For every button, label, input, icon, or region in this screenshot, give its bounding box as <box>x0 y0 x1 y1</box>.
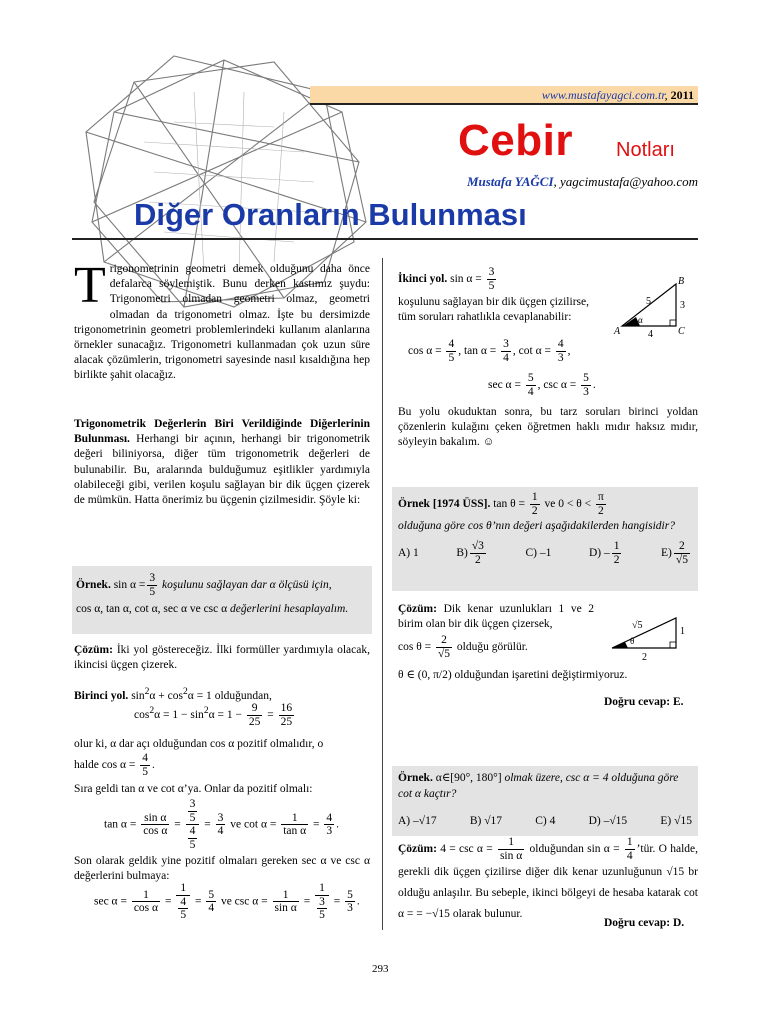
svg-text:B: B <box>678 276 685 287</box>
way2-paragraph: İkinci yol. sin α = $\frac{3}{5}$ koşulunu sağlayan bir dik üçgen çizilirse, tüm soruları rahatlıkla cevaplanabilir: <box>398 266 604 326</box>
svg-text:2: 2 <box>642 652 647 663</box>
halde-line: halde cos α = $\frac{4}{5}$ . <box>74 752 155 778</box>
section-paragraph <box>74 417 370 508</box>
sec-csc-equation: sec α = $\frac{1}{\text{cos α}}$ = $\frac{1}{\frac{4}{5}}$ = $\frac{5}{4}$ ve csc α = $\frac{1}{\text{sin α}}$ = $\frac{1}{\frac{3}{5}}$ = $\frac{5}{3}$ . <box>94 882 360 922</box>
ex3-label: Örnek. <box>398 772 433 784</box>
drop-cap: T <box>74 257 106 314</box>
sol2-text: Dik kenar uzunlukları 1 ve 2 birim olan bir dik üçgen çizersek, <box>398 603 595 631</box>
ex3-option-d: D) –√15 <box>588 815 628 827</box>
sol2-cos: cos θ = $\frac{2}{√5}$ olduğu görülür. <box>398 634 528 660</box>
ex2-option-c: C) –1 <box>525 547 552 559</box>
answer-3: Doğru cevap: D. <box>604 917 685 929</box>
title-divider <box>72 238 698 240</box>
son-paragraph: Son olarak geldik yine pozitif olmaları gereken sec α ve csc α değerlerini bulmaya: <box>74 855 370 883</box>
ex2-question: olduğuna göre cos θ’nın değeri aşağıdakilerden hangisidir? <box>398 520 675 533</box>
svg-text:α: α <box>638 315 643 325</box>
way1-text: olduğundan, <box>214 689 272 702</box>
ex2-label: Örnek [1974 ÜSS]. <box>398 497 491 510</box>
page-title: Diğer Oranların Bulunması <box>134 197 527 232</box>
solution-text: İki yol göstereceğiz. İlki formüller yardımıyla olacak, ikincisi üçgen çizerek. <box>74 644 370 672</box>
ex3-option-b: B) √17 <box>469 815 502 827</box>
svg-text:5: 5 <box>646 296 651 307</box>
ex2-option-b: B) $\frac{√3}{2}$ <box>456 540 484 567</box>
svg-text:4: 4 <box>648 329 653 340</box>
way2-label: İkinci yol. <box>398 272 448 285</box>
year: 2011 <box>670 88 694 102</box>
svg-text:3: 3 <box>680 300 685 311</box>
author-name: Mustafa YAĞCI <box>466 174 554 189</box>
svg-text:C: C <box>678 326 685 337</box>
right-triangle-345 <box>612 274 698 340</box>
way2-sec-csc: sec α = $\frac{5}{4}$ , csc α = $\frac{5}{3}$ . <box>488 372 596 398</box>
ex3-option-c: C) 4 <box>535 815 556 827</box>
cos2-equation: $\cos^2\alpha = 1 - \sin^2\alpha = 1$ − $\frac{9}{25}$ = $\frac{16}{25}$ <box>134 702 293 728</box>
way1-line: Birinci yol. $\sin^2\alpha + \cos^2\alpha = 1$ olduğundan, <box>74 686 272 702</box>
intro-paragraph <box>74 257 370 383</box>
example-line2-plain: cos α, tan α, cot α, sec α ve csc α <box>76 603 228 616</box>
answer-2: Doğru cevap: E. <box>604 696 684 708</box>
ex2-option-d: D) – $\frac{1}{2}$ <box>588 540 620 567</box>
ex3-question: olmak üzere, csc α = 4 olduğuna göre cot α kaçtır? <box>398 772 679 800</box>
way1-after: olur ki, α dar açı olduğundan cos α pozitif olmalıdır, o <box>74 738 324 750</box>
section-heading: Trigonometrik Değerlerin Biri Verildiğinde Diğerlerinin Bulunması. <box>74 418 370 446</box>
svg-text:θ: θ <box>630 636 635 646</box>
svg-text:1: 1 <box>680 626 685 637</box>
intro-text: rigonometrinin geometri demek olduğunu daha önce defalarca söylemiştik. Bunu derken kastımız şuydu: Trigonometri olmadan geometri olmaz, geometri olmadan da trigonometri olmaz. İşte bu dersimizde trigonometrinin geometri problemlerindeki kullanım alanlarına örnekler sunacağız. Trigonometri kullanmadan çok uzun süre alacak çözümlerin, trigonometri sayesinde nasıl kısaldığına hep birlikte şahit olacağız. <box>74 263 370 382</box>
sira-line: Sıra geldi tan α ve cot α’ya. Onlar da pozitif olmalı: <box>74 783 313 795</box>
solution-paragraph <box>74 643 370 673</box>
sol2-label: Çözüm: <box>398 603 437 615</box>
ex3-option-e: E) √15 <box>660 815 692 827</box>
example-label: Örnek. <box>76 578 111 591</box>
sol2-paragraph <box>398 602 594 632</box>
brand-title: Cebir <box>458 116 573 165</box>
svg-text:√5: √5 <box>632 620 643 631</box>
ex2-option-e: E) $\frac{2}{√5}$ <box>661 540 688 567</box>
ex3-option-a: A) –√17 <box>398 815 437 827</box>
section-body: Herhangi bir açının, herhangi bir trigonometrik değeri biliniyorsa, diğer tüm trigonometrik değerleri de bulunabilir. Bu, aralarında bulduğumuz eşitlikler yardımıyla olabileceği gibi, verilen koşulu sağlayan bir dik üçgen çizerek de mümkün. Hatta önerimiz bu üçgenin çizilmesidir. Şöyle ki: <box>74 433 370 506</box>
example-condition: koşulunu sağlayan dar α ölçüsü için, <box>162 578 332 591</box>
way2-cos-tan-cot: cos α = $\frac{4}{5}$ , tan α = $\frac{3}{4}$ , cot α = $\frac{4}{3}$ , <box>408 338 571 364</box>
sol3-label: Çözüm: <box>398 842 437 855</box>
author-line: Mustafa YAĞCI, yagcimustafa@yahoo.com <box>466 174 698 189</box>
brand-subtitle: Notları <box>616 139 675 161</box>
ex2-options <box>398 540 692 566</box>
way1-label: Birinci yol. <box>74 689 129 702</box>
sol3-paragraph: Çözüm: 4 = csc α = $\frac{1}{\text{sin α}}$ olduğundan sin α = $\frac{1}{4}$ ’tür. O halde, gerekli dik üçgen çizilirse diğer dik kenar uzunluğunun √15 br olduğu anlaşılır. Bu sebeple, ikinci bölgeyi de hesaba katarak cot α = = −√15 olarak bulunur. <box>398 836 699 921</box>
after-way2-paragraph: Bu yolu okuduktan sonra, bu tarz soruları birinci yoldan çözenlerin kulağını çeken öğretmen haklı mıdır haksız mıdır, söyleyin bakalım. ☺ <box>398 406 698 449</box>
ex2-option-a: A) 1 <box>398 547 419 559</box>
solution-label: Çözüm: <box>74 644 113 656</box>
example-box-3: Örnek. α∈[90°, 180°] olmak üzere, csc α = 4 olduğuna göre cot α kaçtır? A) –√17 B) √17 C) 4 D) –√15 E) √15 <box>392 766 698 836</box>
example-line2-italic: değerlerini hesaplayalım. <box>230 603 349 616</box>
website-bar: www.mustafayagci.com.tr, 2011 <box>310 86 698 105</box>
author-email: yagcimustafa@yahoo.com <box>560 174 698 189</box>
fraction-3-5: $\frac{3}{5}$ <box>149 572 156 598</box>
website-url: www.mustafayagci.com.tr <box>541 88 665 102</box>
column-divider <box>382 258 383 930</box>
way2-text: koşulunu sağlayan bir dik üçgen çizilirse, tüm soruları rahatlıkla cevaplanabilir: <box>398 296 589 324</box>
page-number: 293 <box>372 963 389 975</box>
sol2-interval: θ ∈ (0, π/2) olduğundan işaretini değiştirmiyoruz. <box>398 669 628 681</box>
right-triangle-1-2 <box>604 610 698 666</box>
ex3-options <box>398 814 692 829</box>
tan-cot-equation: tan α = $\frac{\text{sin α}}{\text{cos α}}$ = $\frac{\frac{3}{5}}{\frac{4}{5}}$ = $\frac{3}{4}$ ve cot α = $\frac{1}{\text{tan α}}$ = $\frac{4}{3}$ . <box>104 798 340 851</box>
svg-text:A: A <box>614 326 621 337</box>
example-box-2: Örnek [1974 ÜSS]. tan θ = $\frac{1}{2}$ ve 0 < θ < $\frac{\pi}{2}$ olduğuna göre cos θ’nın değeri aşağıdakilerden hangisidir? A) 1 B) $\frac{√3}{2}$ C) –1 D) – $\frac{1}{2}$ E) $\frac{2}{√5}$ <box>392 487 698 591</box>
example-box-1: Örnek. sin α = $\frac{3}{5}$ koşulunu sağlayan dar α ölçüsü için, cos α, tan α, cot α, sec α ve csc α değerlerini hesaplayalım. <box>72 566 372 634</box>
